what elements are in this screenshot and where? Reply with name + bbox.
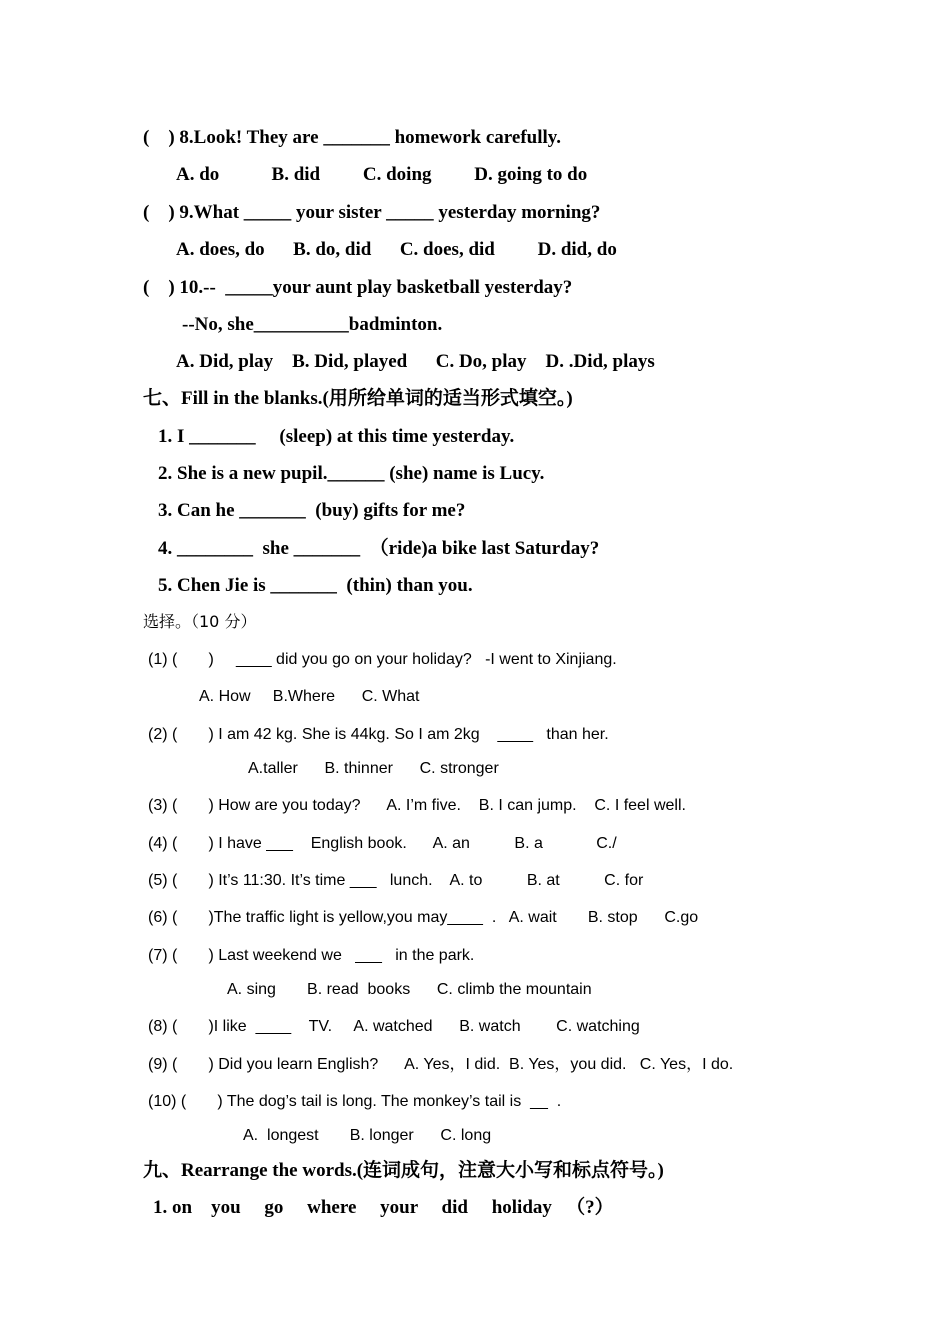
choice-question-3: (3) ( ) How are you today? A. I’m five. B. I can jump. C. I feel well.: [148, 797, 686, 814]
fill-blank-item: 3. Can he _______ (buy) gifts for me?: [158, 500, 466, 521]
question-9-stem: ( ) 9.What _____ your sister _____ yesterday morning?: [143, 202, 601, 223]
question-8-options: A. do B. did C. doing D. going to do: [176, 164, 588, 185]
rearrange-item-1: 1. on you go where your did holiday （?）: [153, 1197, 614, 1218]
choice-question-2-stem: (2) ( ) I am 42 kg. She is 44kg. So I am 2kg ____ than her.: [148, 726, 609, 743]
choice-section-heading: 选择。（10 分）: [143, 612, 257, 631]
choice-question-4: (4) ( ) I have ___ English book. A. an B. a C./: [148, 835, 617, 852]
choice-question-9: (9) ( ) Did you learn English? A. Yes，I did. B. Yes，you did. C. Yes，I do.: [148, 1056, 734, 1073]
fill-blank-item: 4. ________ she _______ （ride)a bike last Saturday?: [158, 538, 600, 559]
fill-blank-item: 1. I _______ (sleep) at this time yesterday.: [158, 426, 515, 447]
choice-question-8: (8) ( )I like ____ TV. A. watched B. watch C. watching: [148, 1018, 640, 1035]
choice-question-10-options: A. longest B. longer C. long: [243, 1127, 492, 1144]
choice-question-1-options: A. How B.Where C. What: [199, 688, 420, 705]
fill-blank-item: 5. Chen Jie is _______ (thin) than you.: [158, 575, 473, 596]
question-10-stem: ( ) 10.-- _____your aunt play basketball yesterday?: [143, 277, 573, 298]
choice-question-10-stem: (10) ( ) The dog’s tail is long. The monkey’s tail is __ .: [148, 1093, 562, 1110]
question-8-stem: ( ) 8.Look! They are _______ homework carefully.: [143, 127, 561, 148]
choice-question-2-options: A.taller B. thinner C. stronger: [248, 760, 499, 777]
choice-question-5: (5) ( ) It’s 11:30. It’s time ___ lunch. A. to B. at C. for: [148, 872, 644, 889]
question-9-options: A. does, do B. do, did C. does, did D. did, do: [176, 239, 617, 260]
choice-question-7-stem: (7) ( ) Last weekend we ___ in the park.: [148, 947, 475, 964]
choice-question-1-stem: (1) ( ) ____ did you go on your holiday? -I went to Xinjiang.: [148, 651, 617, 668]
choice-question-6: (6) ( )The traffic light is yellow,you may____ . A. wait B. stop C.go: [148, 909, 699, 926]
choice-question-7-options: A. sing B. read books C. climb the mountain: [227, 981, 592, 998]
question-10-options: A. Did, play B. Did, played C. Do, play D. .Did, plays: [176, 351, 655, 372]
question-10-reply: --No, she__________badminton.: [182, 314, 443, 335]
fill-blank-item: 2. She is a new pupil.______ (she) name is Lucy.: [158, 463, 545, 484]
section-9-heading: 九、Rearrange the words.(连词成句，注意大小写和标点符号。): [143, 1160, 664, 1181]
section-7-heading: 七、Fill in the blanks.(用所给单词的适当形式填空。): [143, 388, 573, 409]
